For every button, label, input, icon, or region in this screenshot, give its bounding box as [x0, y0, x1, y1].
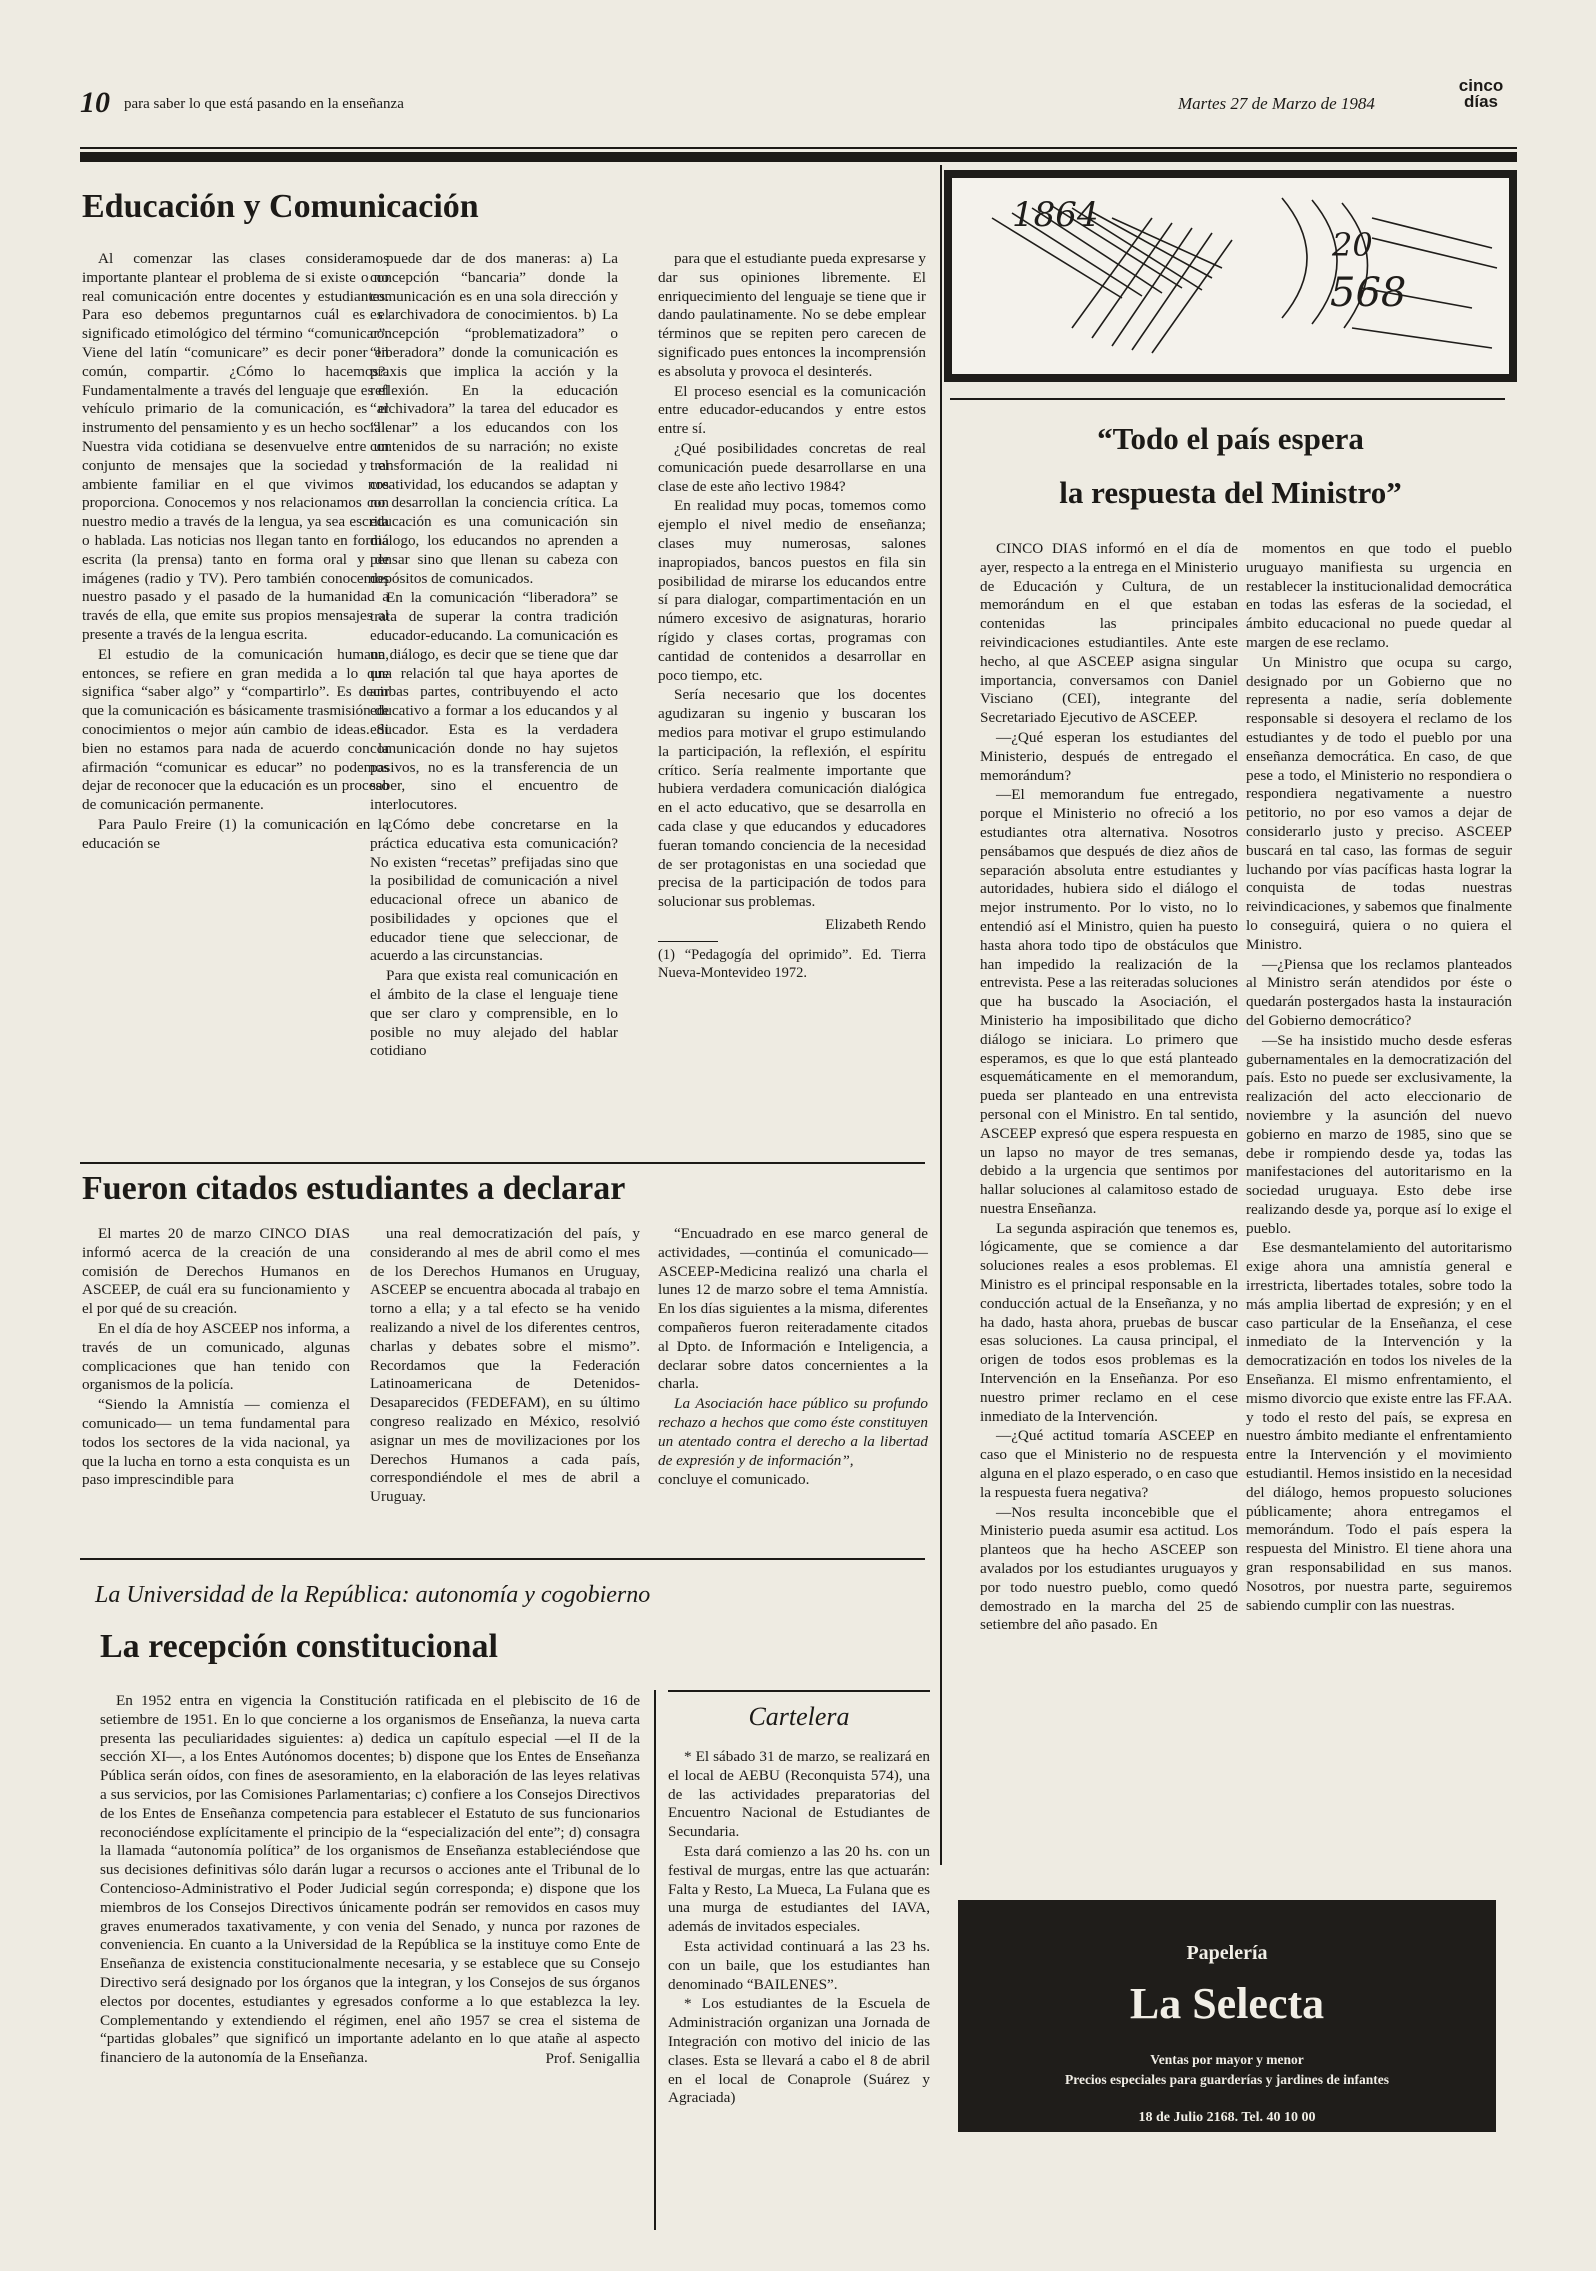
paragraph: Ese desmantelamiento del autoritarismo exige ahora una amnistía general e irrestricta, libertades totales, sobre todo la más amplia libertad de expresión; y en el caso particular de la Enseñanza, el cese inmediato de la Intervención y la democratización en todos los niveles de la Enseñanza. El mismo enfrentamiento, el mismo divorcio que existe entre las FF.AA. y todo el resto del país, se expresa en nuestro ámbito mediante el enfrentamiento entre la Intervención y el movimiento estudiantil. Hemos insistido en la necesidad del diálogo, hemos propuesto soluciones públicamente; ahora entregamos el memorándum. Todo el país espera la respuesta del Ministro. El tiene ahora una gran responsabilidad en sus manos. Nosotros, por nuestra parte, seguiremos sabiendo cumplir con las nuestras. — [1246, 1239, 1512, 1614]
paragraph: El martes 20 de marzo CINCO DIAS informó acerca de la creación de una comisión de Derechos Humanos en ASCEEP, de cuál era su funcionamiento y el por qué de su creación. — [82, 1225, 350, 1318]
ad-papeleria-la-selecta — [958, 1900, 1496, 2132]
article-title-educacion: Educación y Comunicación — [82, 188, 479, 225]
ad-store-name: La Selecta — [1129, 1979, 1325, 2028]
paragraph: para que el estudiante pueda expresarse y dar sus opiniones libremente. El enriquecimiento del lenguaje se tiene que ir dando paulatinamente. No se debe emplear términos que se repiten pero carecen de significado pues entonces la incomprensión es absoluta y provoca el desinterés. — [658, 250, 926, 380]
paragraph: —El memorandum fue entregado, porque el Ministerio no ofreció a los estudiantes otra alternativa. Nosotros pensábamos que después de diez años de separación absoluta entre estudiantes y autoridades, hubiera sido el diálogo el mejor instrumento. Por lo visto, no lo entendió así el Ministro, quien ha puesto hasta ahora todo tipo de obstáculos que han impedido la realización de la entrevista. Pese a las reiteradas soluciones que ha buscado la Asociación, el Ministerio ha imposibilitado que dicho diálogo se iniciara. Lo primero que esperamos, es que lo que está planteado esquemáticamente en el memorandum, pueda ser planteado en una entrevista personal con el Ministro. En tal sentido, ASCEEP expresó que espera respuesta en un lapso no mayor de tres semanas, debido a la urgencia que sentimos por hallar soluciones al calamitoso estado de nuestra Enseñanza. — [980, 786, 1238, 1217]
header-rule-thin — [80, 147, 1517, 149]
paragraph: Esta dará comienzo a las 20 hs. con un festival de murgas, entre las que actuarán: Falta y Resto, La Mueca, La Fulana que es una murga de estudiantes del IAVA, además de invitados especiales. — [668, 1842, 930, 1936]
article-body-col1 — [82, 1225, 350, 1491]
title-line-1: “Todo el país espera — [1097, 421, 1364, 456]
paragraph: una real democratización del país, y considerando al mes de abril como el mes de los Derechos Humanos en Uruguay, ASCEEP se encuentra abocada al trabajo en torno a ella; y a tal efecto se ha venido realizando a nivel de los diferentes centros, charlas y debates sobre el mismo”. Recordamos que la Federación Latinoamericana de Detenidos-Desaparecidos (FEDEFAM), en su último congreso realizado en México, resolvió asignar un mes de movilizaciones por los Derechos Humanos a cada país, correspondiéndole el mes de abril a Uruguay. — [370, 1225, 640, 1506]
article-title-recepcion: La recepción constitucional — [100, 1628, 498, 1665]
article-body-col2 — [1246, 540, 1512, 1616]
paragraph: La segunda aspiración que tenemos es, lógicamente, que se comience a dar soluciones reales a esos problemas. El Ministro es el principal responsable en la conducción actual de la Enseñanza, y no ha dado, hasta ahora, pruebas de buscar esas soluciones. La causa principal, el origen de todos esos problemas es la Intervención en la Enseñanza. Por eso nuestro primer reclamo en el cese inmediato de la Intervención. — [980, 1219, 1238, 1425]
cartelera-title: Cartelera — [748, 1702, 850, 1731]
article-title-citados: Fueron citados estudiantes a declarar — [82, 1170, 626, 1207]
title-line-2: la respuesta del Ministro” — [1059, 475, 1402, 510]
paragraph: Sería necesario que los docentes agudizaran su ingenio y buscaran los medios para motivar el grupo estimulando la participación, la reflexión, el espíritu crítico. Sería realmente importante que hubiera verdadera comunicación dialógica en el acto educativo, que se desarrolla en cada clase y que educandos y educadores fueran tomando conciencia de la necesidad de ser protagonistas en una sociedad que precisa de la participación de todos para solucionar sus problemas. — [658, 686, 926, 911]
paragraph: —Se ha insistido mucho desde esferas gubernamentales en la democratización del país. Esto no puede ser exclusivamente, la realización del acto eleccionario de noviembre y la asunción del nuevo gobierno en marzo de 1985, sino que se debe ir rompiendo desde ya, todas las manifestaciones del autoritarismo en la sociedad uruguaya. Esto debe irse realizando desde ya, porque así lo exige el pueblo. — [1246, 1031, 1512, 1237]
paragraph: Para que exista real comunicación en el ámbito de la clase el lenguaje tiene que ser claro y comprensible, en lo posible no muy alejado del hablar cotidiano — [370, 967, 618, 1060]
cartelera-rule — [668, 1690, 930, 1692]
article-kicker: La Universidad de la República: autonomía y cogobierno — [95, 1582, 651, 1608]
cartelera-body — [668, 1748, 930, 2109]
paragraph: * Los estudiantes de la Escuela de Administración organizan una Jornada de Integración con motivo del inicio de las clases. Esta se llevará a cabo el 8 de abril en el local de Conaprole (Suárez y Agraciada) — [668, 1995, 930, 2107]
paragraph: El estudio de la comunicación humana, entonces, se refiere en gran medida a lo que significa “saber algo” y “compartirlo”. Es decir que la comunicación es básicamente trasmisión de conocimientos o mejor aún cambio de ideas. Si bien no estamos para nada de acuerdo con la afirmación “comunicar es educar” no podemos dejar de reconocer que la educación es un proceso de comunicación permanente. — [82, 645, 389, 814]
page-number: 10 — [80, 86, 110, 119]
paragraph: “Encuadrado en ese marco general de actividades, —continúa el comunicado— ASCEEP-Medicina realizó una charla el lunes 12 de marzo sobre el tema Amnistía. En los días siguientes a la misma, diferentes compañeros fueron reiteradamente citados al Dpto. de Información e Inteligencia, a declarar sobre datos concernientes a la charla. — [658, 1225, 928, 1393]
paragraph: —¿Qué esperan los estudiantes del Ministerio, después de entregado el memorándum? — [980, 728, 1238, 784]
main-column-divider — [940, 165, 942, 1865]
photo-scrawl-1: 1864 — [1012, 195, 1099, 235]
paragraph: En realidad muy pocas, tomemos como ejemplo el nivel medio de enseñanza; clases muy numerosas, salones inapropiados, bancos puestos en fila sin posibilidad de mirarse los educandos entre sí para dialogar, compartimentación en un número excesivo de asignaturas, horario rígido y clases cortas, programas con cantidad de contenidos a desarrollar en poco tiempo, etc. — [658, 497, 926, 684]
photo-frame — [944, 170, 1517, 382]
logo-line-2: días — [1463, 92, 1499, 111]
article-title-todo-el-pais — [944, 412, 1517, 520]
photo-scrawl-2: 20 — [1332, 226, 1373, 264]
paragraph: “Siendo la Amnistía — comienza el comunicado— un tema fundamental para todos los sectores de la vida nacional, ya que la lucha en torno a esta conquista es un paso imprescindible para — [82, 1396, 350, 1489]
page-header — [80, 82, 1380, 122]
title-rule-top — [950, 398, 1505, 400]
article-byline: Prof. Senigallia — [545, 2049, 640, 2067]
ad-line-2: Precios especiales para guarderías y jardines de infantes — [1064, 2072, 1390, 2087]
paragraph: En el día de hoy ASCEEP nos informa, a través de un comunicado, algunas complicaciones que han tenido con organismos de la policía. — [82, 1319, 350, 1394]
paragraph: —Nos resulta inconcebible que el Ministerio pueda asumir esa actitud. Los planteos que ha hecho ASCEEP son avalados por los estudiantes uruguayos y por todo nuestro pueblo, como quedó demostrado en la marcha del 25 de setiembre del año pasado. En — [980, 1503, 1238, 1634]
paragraph: ¿Qué posibilidades concretas de real comunicación puede desarrollarse en una clase de este año lectivo 1984? — [658, 439, 926, 495]
paragraph: En 1952 entra en vigencia la Constitución ratificada en el plebiscito de 16 de setiembre de 1951. En lo que concierne a los organismos de Enseñanza, la nueva carta presenta las peculiaridades siguientes: a) dedica un capítulo especial —el II de la sección XI—, a los Entes Autónomos docentes; b) dispone que los Entes de Enseñanza Pública serán oídos, con fines de asesoramiento, en la elaboración de las leyes relativas a sus servicios, por las Comisiones Parlamentarias; c) confiere a los Consejos Directivos de los Entes de Enseñanza competencia para establecer el Estatuto de sus funcionarios reconociéndose explícitamente el principio de la “especialización del ente”; d) consagra la llamada “autonomía política” de los organismos de Enseñanza estableciéndose que sus decisiones definitivas sólo darán lugar a recursos o acciones ante el Tribunal de lo Contencioso-Administrativo el Poder Judicial según corresponda; e) dispone que los miembros de los Consejos Directivos únicamente podrán ser removidos en casos muy graves enumerados taxativamente, y con venia del Senado, y nunca por razones de conveniencia. En cuanto a la Universidad de la República se la instituye como Ente de Enseñanza de existencia constitucionalmente necesaria, y se establece que su Consejo Directivo será designado por los órganos que la integran, y los Consejos de sus órganos electos por docentes, estudiantes y egresados conforme a lo que establezca la ley. Complementando y extendiendo el régimen, enel año 1957 se crea el sistema de “partidas globales” que significó un importante adelanto en lo que atañe al aspecto financiero de la autonomía de la Enseñanza. — [100, 1692, 640, 2067]
paragraph: puede dar de dos maneras: a) La concepción “bancaria” donde la comunicación es en una sola dirección y es archivadora de conocimientos. b) La concepción “problematizadora” o “liberadora” donde la comunicación es praxis que implica la acción y la reflexión. En la educación “archivadora” la tarea del educador es “llenar” a los educandos con los contenidos de su narración; no existe transformación de la realidad ni creatividad, los educandos se adaptan y no desarrollan la conciencia crítica. La educación es una comunicación sin diálogo, los educandos no aprenden a pensar sino que llenan su cabeza con depósitos de comunicados. — [370, 250, 618, 587]
ad-address: 18 de Julio 2168. Tel. 40 10 00 — [1138, 2110, 1316, 2125]
article-footnote: (1) “Pedagogía del oprimido”. Ed. Tierra Nueva-Montevideo 1972. — [658, 946, 926, 982]
footnote-rule — [658, 941, 718, 942]
paragraph: CINCO DIAS informó en el día de ayer, respecto a la entrega en el Ministerio de Educación y Cultura, de un memorándum en el que estaban contenidas las principales reivindicaciones estudiantiles. Ante este hecho, al que ASCEEP asigna singular importancia, conversamos con Daniel Visciano (CEI), integrante del Secretariado Ejecutivo de ASCEEP. — [980, 540, 1238, 727]
article-body — [100, 1692, 640, 2069]
paragraph: Un Ministro que ocupa su cargo, designado por un Gobierno que no representa a nadie, sería doblemente responsable si desoyera el reclamo de los estudiantes y de todo el pueblo por una enseñanza democrática. En caso, de que pese a todo, el Ministerio no respondiera o respondiera negativamente a nuestro petitorio, no por eso vamos a dejar de considerarlo justo y preciso. ASCEEP buscará en tal caso, las formas de seguir luchando por vías pacíficas hasta lograr la conquista de todas nuestras reivindicaciones, y sabemos que finalmente lo conseguirá, quiera o no quiera el Ministro. — [1246, 653, 1512, 953]
photo-scrawl-3: 568 — [1330, 270, 1407, 316]
paragraph: Al comenzar las clases consideramos importante plantear el problema de si existe o no real comunicación entre docentes y estudiantes. Para eso debemos preguntarnos cuál es el significado etimológico del término “comunicar”. Viene del latín “comunicare” es decir poner en común, compartir. ¿Cómo lo hacemos?. Fundamentalmente a través del lenguaje que es el vehículo primario de la comunicación, es el instrumento del pensamiento y es un hecho social. Nuestra vida cotidiana se desenvuelve entre un conjunto de mensajes que la sociedad y el ambiente familiar en el que vivimos nos proporciona. Conocemos y nos relacionamos con nuestro medio a través de la lengua, ya sea escrita o hablada. Las noticias nos llegan tanto en forma escrita (la prensa) tanto en forma oral y de imágenes (radio y TV). Pero también conocemos nuestro pasado y el pasado de la humanidad a través de ella, que emite sus propios mensajes al presente a través de la lengua escrita. — [82, 250, 389, 643]
ad-label: Papelería — [1186, 1942, 1268, 1964]
paragraph: concluye el comunicado. — [658, 1471, 810, 1489]
paragraph: * El sábado 31 de marzo, se realizará en el local de AEBU (Reconquista 574), una de las actividades preparatorias del Encuentro Nacional de Estudiantes de Secundaria. — [668, 1748, 930, 1841]
article-body-col1 — [82, 250, 389, 855]
photo-graffiti — [952, 178, 1509, 374]
column-divider — [654, 1690, 656, 2230]
paragraph: —¿Piensa que los reclamos planteados al Ministro serán atendidos por éste o quedarán postergados hasta la instauración del Gobierno democrático? — [1246, 955, 1512, 1029]
paragraph: En la comunicación “liberadora” se trata de superar la contra tradición educador-educando. La comunicación es un diálogo, es decir que se tiene que dar una relación tal que haya aportes de ambas partes, contribuyendo el acto educativo a formar a los educandos y al educador. Esta es la verdadera comunicación donde no hay sujetos pasivos, no es la transferencia de un saber, sino el encuentro de interlocutores. — [370, 589, 618, 814]
article-byline: Elizabeth Rendo — [825, 915, 926, 933]
issue-date: Martes 27 de Marzo de 1984 — [1178, 94, 1375, 113]
cartelera-box — [668, 1690, 930, 2205]
paragraph: Esta actividad continuará a las 23 hs. con un baile, que los estudiantes han denominado “BAILENES”. — [668, 1937, 930, 1993]
header-rule-thick — [80, 152, 1517, 162]
paragraph: El proceso esencial es la comunicación entre educador-educandos y entre estos entre sí. — [658, 382, 926, 438]
article-body-col3 — [658, 250, 926, 983]
paragraph-italic: La Asociación hace público su profundo rechazo a hechos que como éste constituyen un atentado contra el derecho a la libertad de expresión y de información”, — [658, 1395, 928, 1469]
paragraph: Para Paulo Freire (1) la comunicación en la educación se — [82, 815, 389, 852]
divider-below-citados — [80, 1558, 925, 1560]
article-body-col3 — [658, 1225, 928, 1491]
divider-below-educacion — [80, 1162, 925, 1164]
article-body-col2 — [370, 250, 618, 1062]
paragraph: ¿Cómo debe concretarse en la práctica educativa esta comunicación? No existen “recetas” prefijadas sino que la posibilidad de comunicación a nivel educacional ofrece un abanico de posibilidades y opciones que el educador tiene que seleccionar, de acuerdo a las circunstancias. — [370, 815, 618, 965]
article-body-col2 — [370, 1225, 640, 1508]
paragraph: momentos en que todo el pueblo uruguayo manifiesta su urgencia en restablecer la institucionalidad democrática en todas las esferas de la sociedad, el ámbito educacional no puede quedar al margen de ese reclamo. — [1246, 540, 1512, 651]
ad-line-1: Ventas por mayor y menor — [1150, 2052, 1304, 2067]
logo-line-1: cinco — [1458, 76, 1504, 95]
paragraph: —¿Qué actitud tomaría ASCEEP en caso que el Ministerio no de respuesta alguna en el plazo esperado, o en caso que la respuesta fuera negativa? — [980, 1427, 1238, 1501]
masthead-logo — [1446, 78, 1516, 110]
section-tagline: para saber lo que está pasando en la enseñanza — [124, 96, 404, 112]
article-body-col1 — [980, 540, 1238, 1636]
